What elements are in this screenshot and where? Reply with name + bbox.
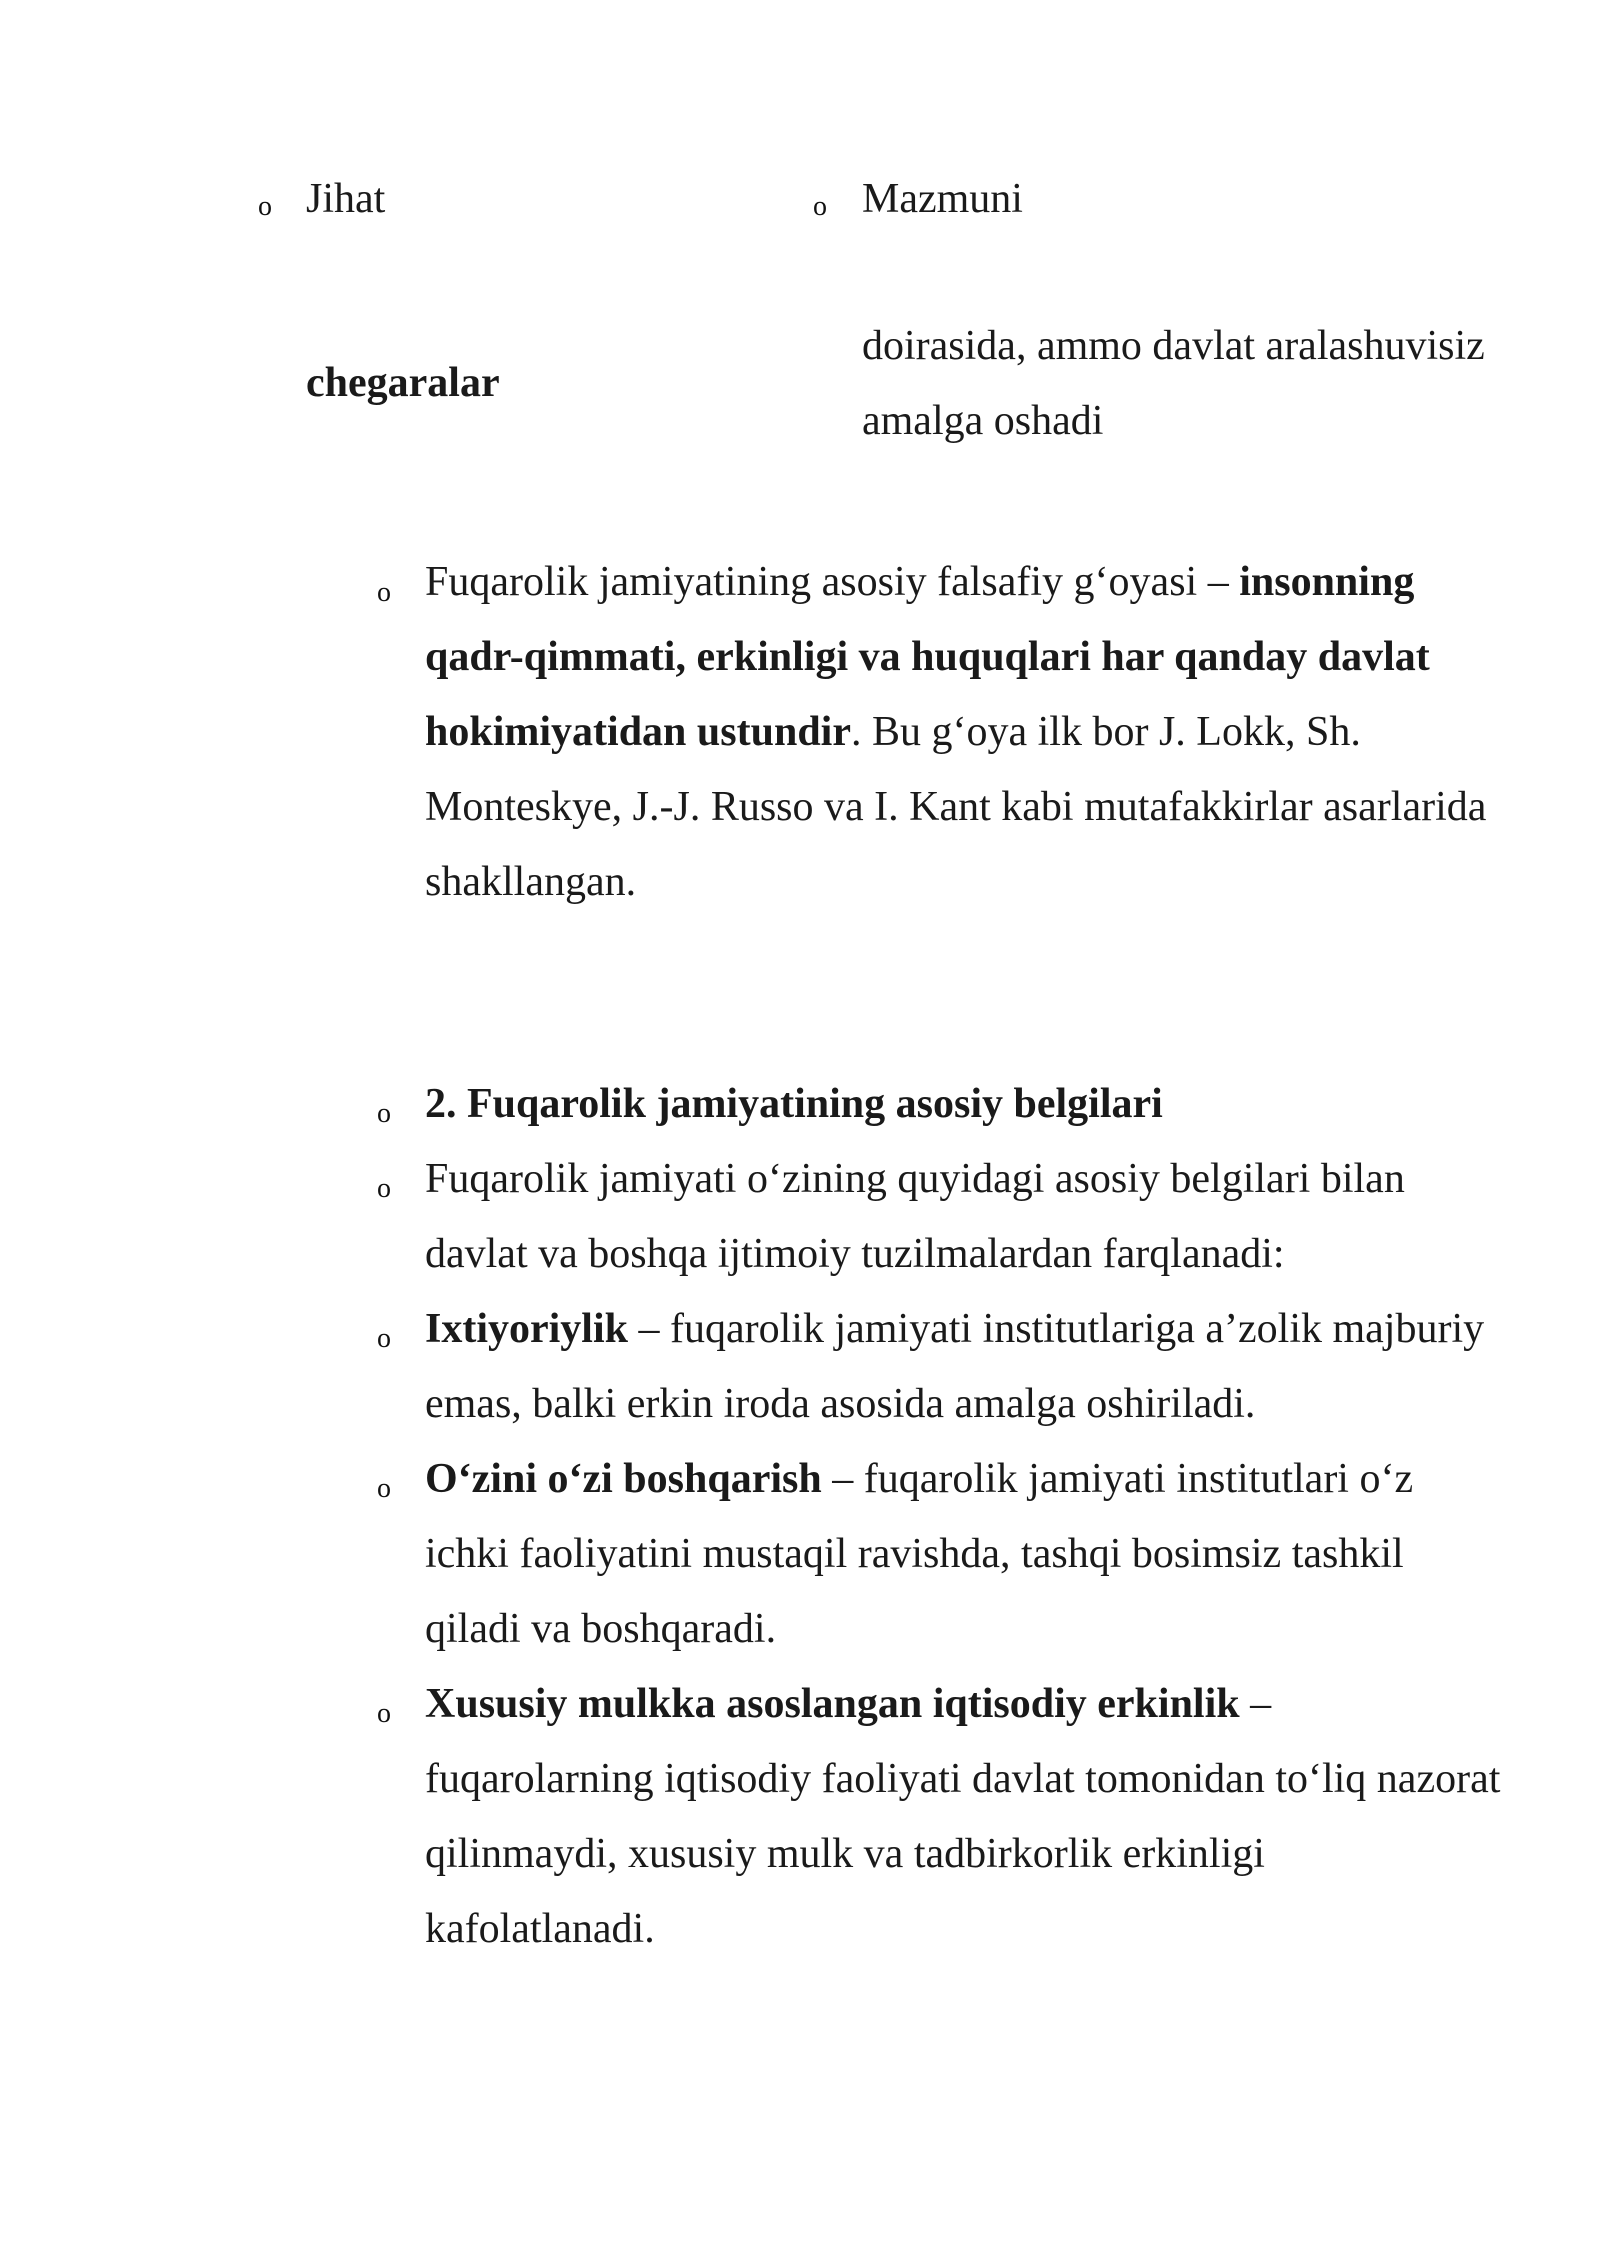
item-text: – fuqarolik jamiyati institutlari o‘z ichki faoliyatini mustaqil ravishda, tashqi bosimsiz tashkil qiladi va boshqaradi. xyxy=(425,1456,1414,1652)
item-text: – fuqarolik jamiyati institutlariga a’zolik majburiy emas, balki erkin iroda asosida amalga oshiriladi. xyxy=(425,1306,1485,1427)
table-cell-mazmuni: doirasida, ammo davlat aralashuvisiz amalga oshadi xyxy=(862,323,1485,444)
item-bold-text: insonning qadr-qimmati, erkinligi va huquqlari har qanday davlat hokimiyatidan ustundir xyxy=(425,559,1430,755)
list-bullet: o xyxy=(377,1173,391,1204)
list-item-intro: Fuqarolik jamiyati o‘zining quyidagi asosiy belgilari bilan davlat va boshqa ijtimoiy tuzilmalardan farqlanadi: xyxy=(425,1156,1405,1277)
list-item-philosophy xyxy=(425,545,1505,920)
item-text: . Bu g‘oya ilk bor J. Lokk, Sh. Monteskye, J.-J. Russo va I. Kant kabi mutafakkirlar asarlarida shakllangan. xyxy=(425,709,1487,905)
list-bullet: o xyxy=(377,1323,391,1354)
list-item-economic-freedom xyxy=(425,1667,1505,1967)
section-heading: 2. Fuqarolik jamiyatining asosiy belgilari xyxy=(425,1081,1163,1127)
list-item-ixtiyoriylik xyxy=(425,1292,1505,1442)
list-bullet: o xyxy=(377,577,391,608)
table-header-bullet: o xyxy=(813,191,827,222)
table-header-mazmuni: Mazmuni xyxy=(862,176,1023,222)
list-bullet: o xyxy=(377,1698,391,1729)
list-bullet: o xyxy=(377,1473,391,1504)
list-item-self-governance xyxy=(425,1442,1505,1667)
list-bullet: o xyxy=(377,1098,391,1129)
item-bold-text: Xususiy mulkka asoslangan iqtisodiy erkinlik xyxy=(425,1681,1240,1727)
item-text: Fuqarolik jamiyatining asosiy falsafiy g‘oyasi – xyxy=(425,559,1240,605)
table-header-bullet: o xyxy=(258,191,272,222)
item-text: – fuqarolarning iqtisodiy faoliyati davlat tomonidan to‘liq nazorat qilinmaydi, xususiy mulk va tadbirkorlik erkinligi kafolatlanadi. xyxy=(425,1681,1501,1952)
table-cell-chegaralar: chegaralar xyxy=(306,360,500,406)
table-header-jihat: Jihat xyxy=(306,176,386,222)
item-bold-text: O‘zini o‘zi boshqarish xyxy=(425,1456,822,1502)
item-bold-text: Ixtiyoriylik xyxy=(425,1306,629,1352)
